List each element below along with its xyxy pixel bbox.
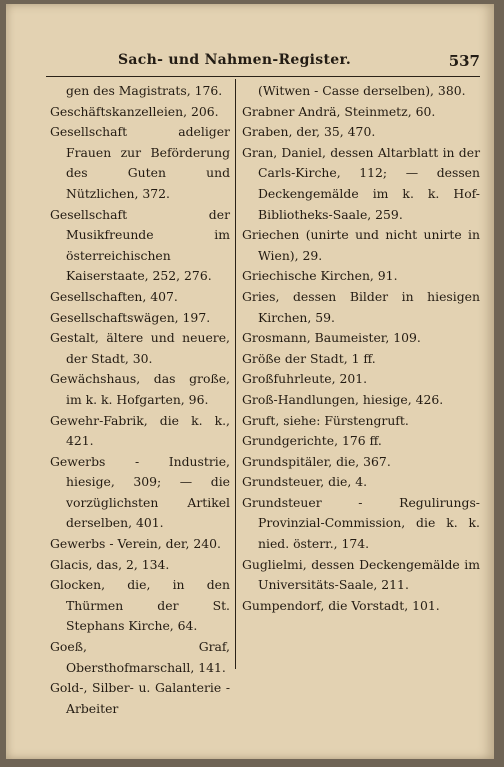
column-divider	[235, 79, 236, 669]
index-entry: Groß-Handlungen, hiesige, 426.	[242, 391, 444, 407]
index-entry: Gran, Daniel, dessen Altarblatt in der Carls-Kirche, 112; — dessen Deckengemälde im k. k. Hof-Bibliotheks-Saale, 259.	[242, 144, 480, 222]
header-rule	[46, 76, 480, 77]
index-entry: Graben, der, 35, 470.	[242, 124, 376, 140]
index-entry: Gesellschaft der Musikfreunde im österreichischen Kaiserstaate, 252, 276.	[50, 206, 230, 284]
index-column-right	[242, 81, 480, 616]
index-entry: Gruft, siehe: Fürstengruft.	[242, 412, 409, 428]
index-entry: Glacis, das, 2, 134.	[50, 556, 170, 572]
page-header	[46, 52, 486, 74]
index-entry: Grundsteuer, die, 4.	[242, 474, 368, 490]
index-entry: Goeß, Graf, Obersthofmarschall, 141.	[50, 639, 230, 675]
index-entry: Großfuhrleute, 201.	[242, 371, 368, 387]
index-entry: Gries, dessen Bilder in hiesigen Kirchen, 59.	[242, 288, 480, 325]
index-entry: Gold-, Silber- u. Galanterie - Arbeiter	[50, 680, 230, 716]
index-entry: Geschäftskanzelleien, 206.	[50, 103, 219, 119]
index-column-left	[50, 81, 230, 719]
index-entry: Gewächshaus, das große, im k. k. Hofgarten, 96.	[50, 371, 230, 407]
index-entry: Gesellschaften, 407.	[50, 288, 178, 304]
index-entry: Größe der Stadt, 1 ff.	[242, 350, 376, 366]
index-entry: Grosmann, Baumeister, 109.	[242, 330, 421, 346]
index-entry: Guglielmi, dessen Deckengemälde im Universitäts-Saale, 211.	[242, 556, 480, 593]
index-entry: Glocken, die, in den Thürmen der St. Stephans Kirche, 64.	[50, 577, 230, 634]
index-entry: Gesellschaft adeliger Frauen zur Beförderung des Guten und Nützlichen, 372.	[50, 124, 230, 201]
index-entry: Gestalt, ältere und neuere, der Stadt, 30.	[50, 330, 230, 366]
index-entry: gen des Magistrats, 176.	[66, 83, 223, 98]
index-entry: Gewerbs - Industrie, hiesige, 309; — die vorzüglichsten Artikel derselben, 401.	[50, 453, 230, 531]
index-entry: Grabner Andrä, Steinmetz, 60.	[242, 103, 436, 119]
index-entry: Griechische Kirchen, 91.	[242, 268, 398, 284]
index-entry: Grundspitäler, die, 367.	[242, 453, 391, 469]
running-title: Sach- und Nahmen-Register.	[118, 52, 352, 68]
page-number: 537	[448, 52, 480, 70]
index-entry: Griechen (unirte und nicht unirte in Wien), 29.	[242, 227, 480, 263]
index-entry: Grundgerichte, 176 ff.	[242, 433, 382, 449]
index-entry: Grundsteuer - Regulirungs-Provinzial-Commission, die k. k. nied. österr., 174.	[242, 494, 480, 552]
index-entry: Gewehr-Fabrik, die k. k., 421.	[50, 412, 230, 449]
book-page	[6, 4, 494, 759]
index-entry: Gewerbs - Verein, der, 240.	[50, 536, 221, 552]
index-entry: (Witwen - Casse derselben), 380.	[258, 83, 466, 98]
index-entry: Gesellschaftswägen, 197.	[50, 309, 211, 325]
index-entry: Gumpendorf, die Vorstadt, 101.	[242, 597, 440, 613]
